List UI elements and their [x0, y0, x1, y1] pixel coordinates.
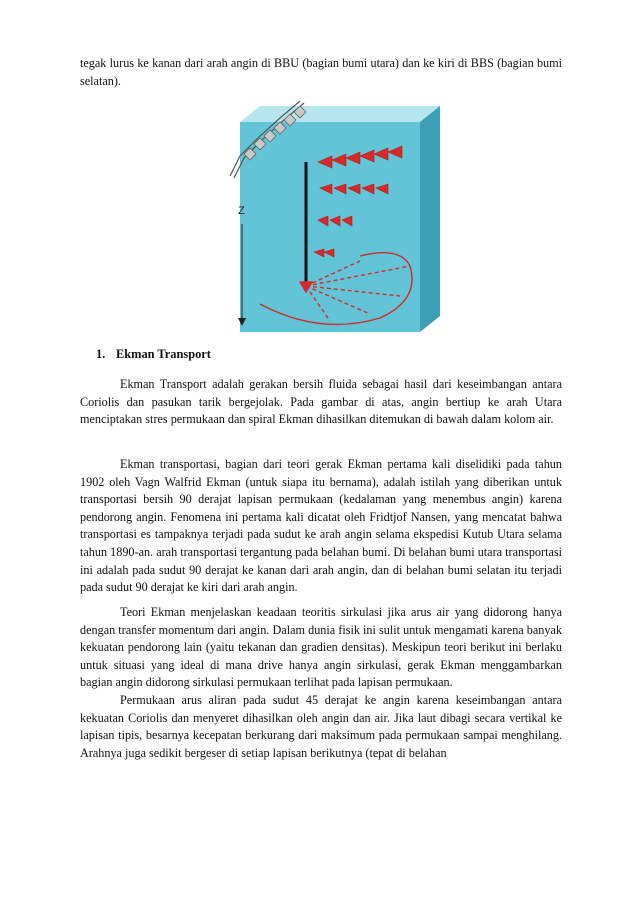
cube-top-face	[240, 106, 440, 122]
intro-paragraph: tegak lurus ke kanan dari arah angin di BBU (bagian bumi utara) dan ke kiri di BBS (bagian bumi selatan).	[80, 56, 562, 88]
paragraph-1: Ekman Transport adalah gerakan bersih fluida sebagai hasil dari keseimbangan antara Coriolis dan pasukan tarik bergejolak. Pada gambar di atas, angin bertiup ke arah Utara menciptakan stres permukaan dan spiral Ekman dihasilkan ditemukan di bawah dalam kolom air.	[80, 377, 562, 427]
paragraph-2: Ekman transportasi, bagian dari teori gerak Ekman pertama kali diselidiki pada tahun 1902 oleh Vagn Walfrid Ekman (untuk siapa itu bernama), adalah istilah yang diberikan untuk transportasi bersih 90 derajat lapisan permukaan (kedalaman yang menembus angin) karena pendorong angin. Fenomena ini pertama kali dicatat oleh Fridtjof Nansen, yang mencatat bahwa transportasi es tampaknya terjadi pada sudut ke arah angin selama ekspedisi Kutub Utara selama tahun 1890-an. arah transportasi tergantung pada belahan bumi. Di belahan bumi utara transportasi ini adalah pada sudut 90 derajat ke kanan dari arah angin, dan di belahan bumi selatan itu terjadi pada sudut 90 derajat ke kiri dari arah angin.	[80, 457, 562, 595]
section-heading	[96, 347, 211, 362]
section-title: Ekman Transport	[116, 347, 211, 361]
paragraph-3: Teori Ekman menjelaskan keadaan teoritis sirkulasi jika arus air yang didorong hanya dengan transfer momentum dari angin. Dalam dunia fisik ini sulit untuk mengamati karena banyak kekuatan pendorong lain (yaitu tekanan dan gradien densitas). Meskipun teori berikut ini berlaku untuk situasi yang ideal di mana drive hanya angin sirkulasi, gerak Ekman menggambarkan bagian angin didorong sirkulasi permukaan terlihat pada lapisan permukaan.	[80, 605, 562, 690]
paragraph-4: Permukaan arus aliran pada sudut 45 derajat ke angin karena keseimbangan antara kekuatan Coriolis dan menyeret dihasilkan oleh angin dan air. Jika laut dibagi secara vertikal ke lapisan tipis, besarnya kecepatan berkurang dari maksimum pada permukaan sampai menghilang. Arahnya juga sedikit bergeser di setiap lapisan berikutnya (tepat di belahan	[80, 693, 562, 760]
ekman-spiral-figure	[200, 96, 456, 346]
z-axis-label: Z	[238, 205, 245, 217]
section-number: 1.	[96, 347, 106, 361]
cube-side-face	[420, 106, 440, 332]
